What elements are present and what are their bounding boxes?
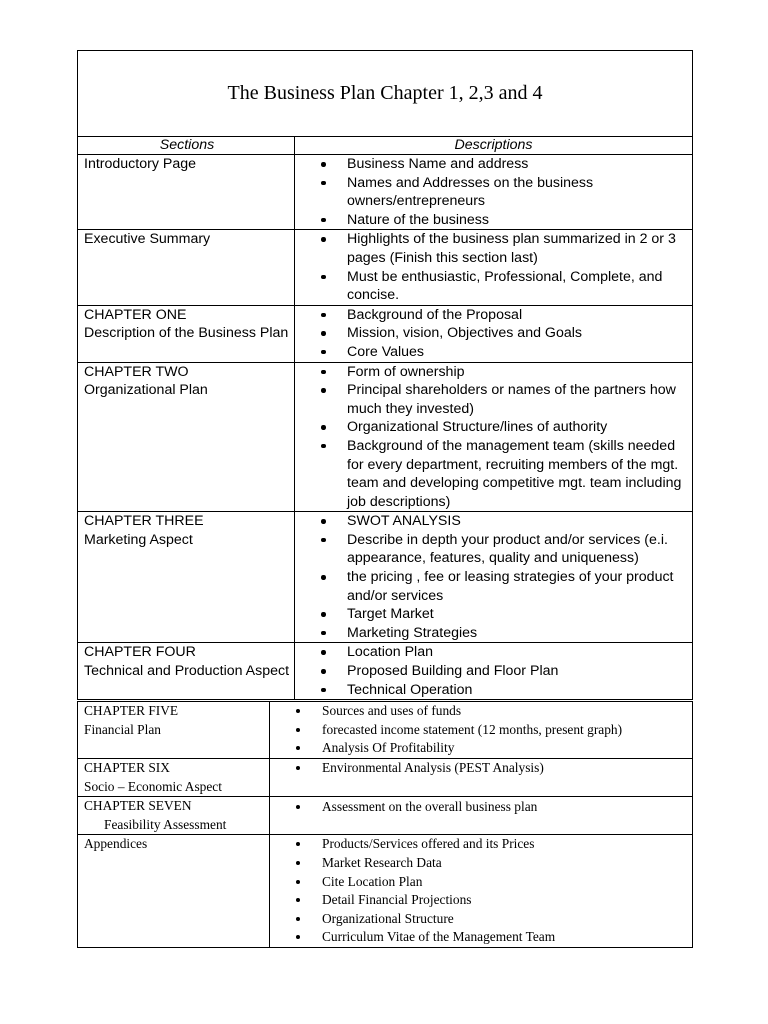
section-cell — [78, 230, 295, 305]
list-item: Describe in depth your product and/or services (e.i. appearance, features, quality and uniqueness) — [347, 531, 684, 568]
table-row-chapter-seven — [78, 797, 693, 835]
list-item: Principal shareholders or names of the partners how much they invested) — [347, 381, 684, 418]
header-descriptions: Descriptions — [295, 137, 693, 155]
description-cell — [295, 512, 693, 643]
list-item: Mission, vision, Objectives and Goals — [347, 324, 684, 343]
section-label: Financial Plan — [84, 721, 161, 737]
section-label: Introductory Page — [84, 156, 196, 172]
description-cell — [295, 643, 693, 700]
plan-table-chapters-5-7 — [77, 701, 693, 948]
list-item: Curriculum Vitae of the Management Team — [322, 928, 686, 947]
description-list — [270, 702, 692, 758]
list-item: Detail Financial Projections — [322, 891, 686, 910]
section-label: Feasibility Assessment — [104, 816, 227, 832]
document-page — [77, 50, 693, 948]
description-list — [270, 759, 692, 778]
table-row-introductory-page — [78, 155, 693, 230]
table-row-chapter-two — [78, 362, 693, 512]
list-item: Target Market — [347, 605, 684, 624]
description-list — [295, 512, 692, 642]
list-item: Assessment on the overall business plan — [322, 798, 686, 817]
list-item: Products/Services offered and its Prices — [322, 835, 686, 854]
table-header-row — [78, 137, 693, 155]
chapter-label: CHAPTER THREE — [84, 513, 204, 530]
list-item: Sources and uses of funds — [322, 702, 686, 721]
list-item: Location Plan — [347, 643, 684, 662]
description-list — [295, 306, 692, 362]
list-item: Highlights of the business plan summarized in 2 or 3 pages (Finish this section last) — [347, 230, 684, 267]
section-label: Organizational Plan — [84, 382, 208, 399]
section-cell — [78, 305, 295, 362]
section-label: Description of the Business Plan — [84, 325, 289, 342]
description-cell — [270, 759, 693, 797]
section-cell — [78, 797, 270, 835]
list-item: SWOT ANALYSIS — [347, 512, 684, 531]
section-cell — [78, 759, 270, 797]
chapter-label: CHAPTER TWO — [84, 363, 189, 380]
header-sections: Sections — [78, 137, 295, 155]
chapter-label: CHAPTER FIVE — [84, 703, 179, 719]
description-list — [295, 155, 692, 229]
chapter-label: CHAPTER FOUR — [84, 644, 196, 661]
section-cell — [78, 512, 295, 643]
list-item: Business Name and address — [347, 155, 684, 174]
description-cell — [295, 305, 693, 362]
plan-table-chapters-1-4 — [77, 136, 693, 700]
description-cell — [270, 702, 693, 759]
section-cell — [78, 702, 270, 759]
title-box — [77, 50, 693, 136]
list-item: Must be enthusiastic, Professional, Complete, and concise. — [347, 268, 684, 305]
table-row-chapter-one — [78, 305, 693, 362]
description-cell — [270, 835, 693, 948]
list-item: Organizational Structure — [322, 910, 686, 929]
list-item: the pricing , fee or leasing strategies of your product and/or services — [347, 568, 684, 605]
list-item: Cite Location Plan — [322, 873, 686, 892]
list-item: Market Research Data — [322, 854, 686, 873]
list-item: Environmental Analysis (PEST Analysis) — [322, 759, 686, 778]
chapter-label: CHAPTER SEVEN — [84, 798, 192, 814]
description-cell — [295, 230, 693, 305]
description-list — [295, 363, 692, 512]
list-item: Analysis Of Profitability — [322, 739, 686, 758]
section-label: Executive Summary — [84, 231, 211, 248]
table-row-chapter-six — [78, 759, 693, 797]
table-row-chapter-five — [78, 702, 693, 759]
list-item: Background of the Proposal — [347, 306, 684, 325]
description-list — [270, 835, 692, 947]
list-item: Marketing Strategies — [347, 624, 684, 643]
section-cell — [78, 155, 295, 230]
list-item: Nature of the business — [347, 211, 684, 230]
description-cell — [295, 155, 693, 230]
list-item: Proposed Building and Floor Plan — [347, 662, 684, 681]
table-row-executive-summary — [78, 230, 693, 305]
table-row-appendices — [78, 835, 693, 948]
section-label: Marketing Aspect — [84, 531, 193, 548]
chapter-label: CHAPTER ONE — [84, 306, 187, 323]
list-item: Technical Operation — [347, 681, 684, 700]
table-row-chapter-three — [78, 512, 693, 643]
section-label: Technical and Production Aspect — [84, 663, 290, 680]
chapter-label: CHAPTER SIX — [84, 760, 170, 775]
description-list — [295, 643, 692, 699]
list-item: Organizational Structure/lines of authority — [347, 418, 684, 437]
table-row-chapter-four — [78, 643, 693, 700]
description-cell — [270, 797, 693, 835]
list-item: Core Values — [347, 343, 684, 362]
section-label: Appendices — [84, 836, 148, 852]
section-cell — [78, 835, 270, 948]
description-list — [295, 230, 692, 304]
section-label: Socio – Economic Aspect — [84, 778, 222, 794]
description-cell — [295, 362, 693, 512]
list-item: forecasted income statement (12 months, present graph) — [322, 721, 686, 740]
list-item: Background of the management team (skills needed for every department, recruiting members of the mgt. team and developing competitive mgt. team including job descriptions) — [347, 437, 684, 511]
section-cell — [78, 643, 295, 700]
list-item: Form of ownership — [347, 363, 684, 382]
section-cell — [78, 362, 295, 512]
list-item: Names and Addresses on the business owners/entrepreneurs — [347, 174, 684, 211]
document-title: The Business Plan Chapter 1, 2,3 and 4 — [227, 82, 543, 104]
description-list — [270, 797, 692, 817]
